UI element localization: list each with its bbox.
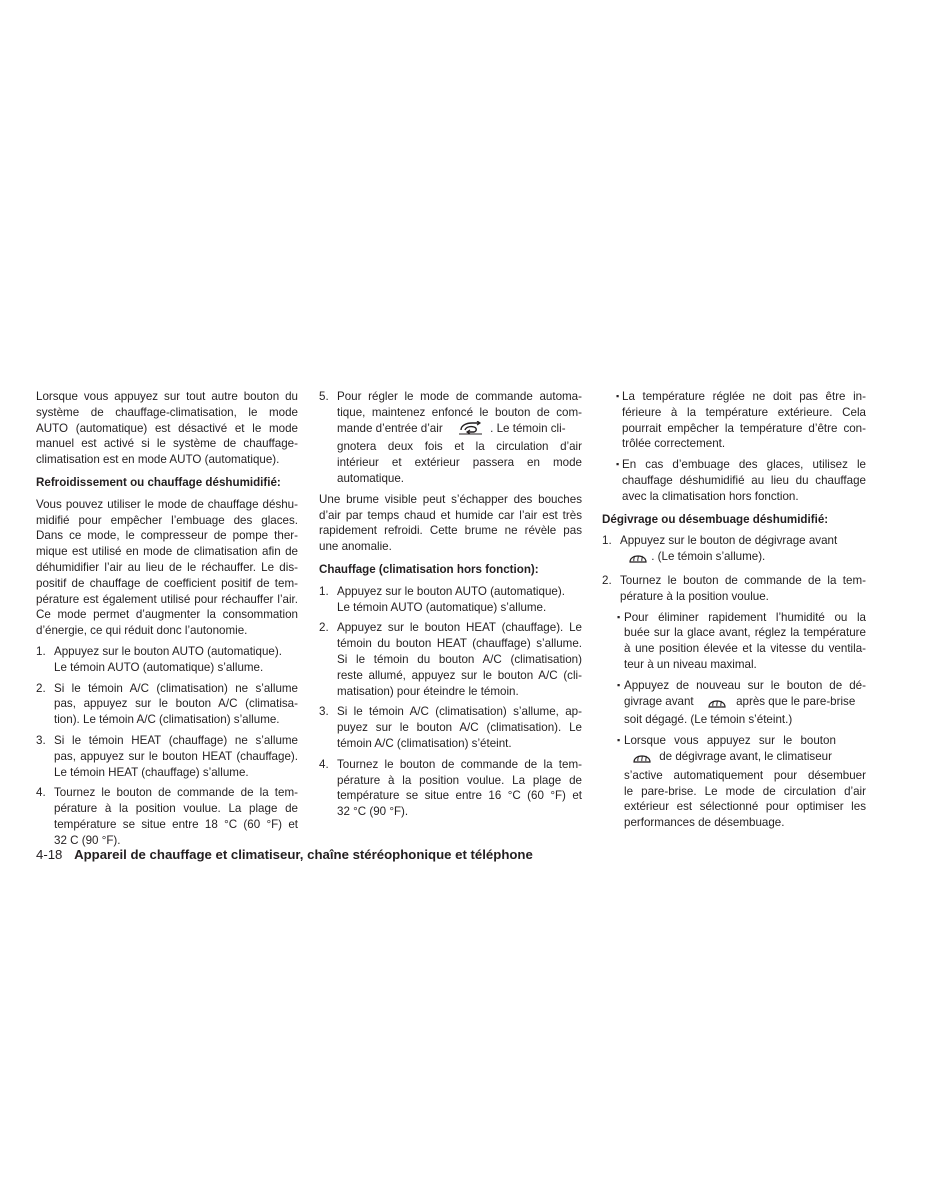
text-line: Appuyez sur le bouton AUTO (automatique). <box>337 584 565 598</box>
text-line: midifié pour empêcher l’embuage des glaces. <box>36 513 298 527</box>
page-number: 4-18 <box>36 847 63 862</box>
text-line: rapidement refroidi. Cette brume ne révèle pas <box>319 524 582 538</box>
section-heading: Chauffage (climatisation hors fonction): <box>319 562 539 576</box>
text-fragment: . Le témoin cli- <box>490 421 566 435</box>
text-line: Le témoin HEAT (chauffage) s’allume. <box>54 765 249 779</box>
text-line: Vous pouvez utiliser le mode de chauffage déshu- <box>36 497 298 511</box>
step-number: 2. <box>602 573 612 587</box>
bullet-icon: ▪ <box>616 459 620 470</box>
text-line: tique, maintenez enfoncé le bouton de com- <box>337 405 582 419</box>
bullet-icon: ▪ <box>617 611 621 622</box>
text-line: pérature à la position voulue. La plage de <box>54 802 298 816</box>
text-line: pérature est également utilisé pour réchauffer l’air. <box>36 592 298 606</box>
body-paragraph <box>36 497 298 639</box>
text-line: Appuyez sur le bouton de dégivrage avant <box>620 534 838 548</box>
text-line: En cas d’embuage des glaces, utilisez le <box>622 458 866 472</box>
section-heading: Dégivrage ou désembuage déshumidifié: <box>602 512 829 526</box>
column-2 <box>319 389 582 825</box>
text-line: performances de désembuage. <box>624 816 785 830</box>
text-line-with-icon <box>337 421 582 440</box>
text-line: système de chauffage-climatisation, le mode <box>36 405 298 419</box>
text-line: AUTO (automatique) est désactivé et le mode <box>36 421 298 435</box>
front-defroster-icon <box>628 550 648 568</box>
page-footer <box>36 846 533 864</box>
chapter-title: Appareil de chauffage et climatiseur, chaîne stéréophonique et téléphone <box>74 847 533 862</box>
step-number: 5. <box>319 390 329 403</box>
text-line: pas, appuyez sur le bouton HEAT (chauffage). <box>54 749 298 763</box>
column-3 <box>602 389 866 836</box>
text-line: extérieur est sélectionné pour optimiser les <box>624 800 866 814</box>
text-fragment: . (Le témoin s’allume). <box>651 550 766 564</box>
text-line: d’air par temps chaud et humide car l’air est très <box>319 508 582 522</box>
bullet-icon: ▪ <box>617 679 621 690</box>
text-line: d’énergie, ce qui réduit donc l’autonomie. <box>36 624 248 638</box>
text-line: soit dégagé. (Le témoin s’éteint.) <box>624 713 793 727</box>
step-1 <box>319 584 582 616</box>
step-number: 1. <box>602 534 612 548</box>
text-line: gnotera deux fois et la circulation d’air <box>337 440 582 454</box>
text-line: pérature à la position voulue. La plage de <box>337 773 582 787</box>
step-number: 2. <box>36 681 46 695</box>
text-line: Ce mode permet d’augmenter la consommation <box>36 608 298 622</box>
text-line: trôlée correctement. <box>622 437 726 451</box>
sub-bullet <box>602 610 866 673</box>
note-paragraph <box>319 492 582 555</box>
step-2 <box>602 573 866 605</box>
text-line: Si le témoin HEAT (chauffage) ne s’allume <box>54 733 298 747</box>
text-line: Pour éliminer rapidement l’humidité ou la <box>624 610 866 624</box>
step-number: 4. <box>319 757 329 771</box>
text-line: Dans ce mode, le compresseur de pompe ther- <box>36 529 298 543</box>
text-line: Lorsque vous appuyez sur le bouton <box>624 734 836 748</box>
step-number: 3. <box>36 733 46 747</box>
step-4 <box>319 757 582 820</box>
text-line: buée sur la glace avant, réglez la température <box>624 626 866 640</box>
text-line: matisation) pour éteindre le témoin. <box>337 684 519 698</box>
step-number: 4. <box>36 786 46 800</box>
text-line: climatisation est en mode AUTO (automatique). <box>36 453 280 467</box>
text-line: pérature à la position voulue. <box>620 589 769 603</box>
step-2 <box>36 681 298 728</box>
text-fragment: givrage avant <box>624 694 694 708</box>
bullet-item <box>602 457 866 504</box>
text-fragment: de dégivrage avant, le climatiseur <box>659 749 832 763</box>
text-line: teur à un niveau maximal. <box>624 657 757 671</box>
step-5 <box>319 389 582 487</box>
bullet-icon: ▪ <box>616 391 620 401</box>
step-number: 1. <box>319 584 329 598</box>
text-line: Le témoin AUTO (automatique) s’allume. <box>54 660 264 674</box>
sub-bullet <box>602 678 866 728</box>
front-defroster-icon <box>632 750 652 768</box>
text-line: chauffage déshumidifié au lieu du chauffage <box>622 473 866 487</box>
step-number: 2. <box>319 621 329 635</box>
text-line-with-icon <box>624 694 866 713</box>
bullet-icon: ▪ <box>617 735 621 746</box>
text-line: Appuyez sur le bouton AUTO (automatique). <box>54 644 282 658</box>
column-1 <box>36 389 298 854</box>
text-line: témoin du bouton HEAT (chauffage) s’allume. <box>337 637 582 651</box>
text-line: le pare-brise. Le mode de circulation d’air <box>624 784 866 798</box>
text-line: Appuyez de nouveau sur le bouton de dé- <box>624 678 866 692</box>
text-line: reste allumé, appuyez sur le bouton A/C (cli- <box>337 668 582 682</box>
text-line: pourrait empêcher la température d’être con- <box>622 421 866 435</box>
text-line: mique est utilisé en mode de climatisation afin de <box>36 545 298 559</box>
text-line: pas, appuyez sur le bouton A/C (climatisa- <box>54 697 298 711</box>
intro-paragraph <box>36 389 298 468</box>
text-line: Une brume visible peut s’échapper des bouches <box>319 492 582 506</box>
text-fragment: mande d’entrée d’air <box>337 421 443 435</box>
text-line: température se situe entre 18 °C (60 °F) et <box>54 817 298 831</box>
text-line: La température réglée ne doit pas être in- <box>622 390 866 403</box>
text-line: puyez sur le bouton A/C (climatisation). Le <box>337 721 582 735</box>
text-line: avec la climatisation hors fonction. <box>622 489 799 503</box>
step-3 <box>36 733 298 780</box>
step-4 <box>36 785 298 848</box>
text-line: une anomalie. <box>319 540 392 554</box>
text-line: Tournez le bouton de commande de la tem- <box>54 786 298 800</box>
step-1 <box>36 644 298 676</box>
text-line: Si le témoin A/C (climatisation) s’allume, ap- <box>337 705 582 719</box>
sub-bullet <box>602 733 866 831</box>
text-line: température se situe entre 16 °C (60 °F) et <box>337 789 582 803</box>
text-line-with-icon <box>624 749 866 768</box>
bullet-item <box>602 389 866 452</box>
text-line: Si le témoin du bouton A/C (climatisation) <box>337 652 582 666</box>
text-line-with-icon <box>620 549 866 568</box>
text-line: tion). Le témoin A/C (climatisation) s’allume. <box>54 713 280 727</box>
text-line: déhumidifier l’air au lieu de le réchauffer. Le dis- <box>36 560 298 574</box>
step-number: 3. <box>319 705 329 719</box>
front-defroster-icon <box>707 695 727 713</box>
text-line: témoin A/C (climatisation) s’éteint. <box>337 736 512 750</box>
text-line: manuel est activé si le système de chauffage- <box>36 437 298 451</box>
text-line: Le témoin AUTO (automatique) s’allume. <box>337 600 547 614</box>
step-number: 1. <box>36 644 46 658</box>
text-line: Tournez le bouton de commande de la tem- <box>337 757 582 771</box>
text-line: intérieur et extérieur passera en mode <box>337 456 582 470</box>
section-heading: Refroidissement ou chauffage déshumidifié: <box>36 475 281 489</box>
text-line: Appuyez sur le bouton HEAT (chauffage). Le <box>337 621 582 635</box>
text-fragment: après que le pare-brise <box>736 694 856 708</box>
step-3 <box>319 704 582 751</box>
air-recirculation-icon <box>458 421 484 440</box>
text-line: Pour régler le mode de commande automa- <box>337 390 582 403</box>
text-line: à une position élevée et la vitesse du ventila- <box>624 642 866 656</box>
text-line: positif de chauffage de coefficient positif de tem- <box>36 576 298 590</box>
text-line: 32 °C (90 °F). <box>337 805 409 819</box>
step-1 <box>602 533 866 568</box>
text-line: automatique. <box>337 471 405 485</box>
text-line: s’active automatiquement pour désembuer <box>624 768 866 782</box>
text-line: 32 C (90 °F). <box>54 833 121 847</box>
text-line: Lorsque vous appuyez sur tout autre bouton du <box>36 390 298 403</box>
step-2 <box>319 620 582 699</box>
text-line: férieure à la température extérieure. Cela <box>622 405 866 419</box>
text-line: Tournez le bouton de commande de la tem- <box>620 573 866 587</box>
text-line: Si le témoin A/C (climatisation) ne s’allume <box>54 681 298 695</box>
